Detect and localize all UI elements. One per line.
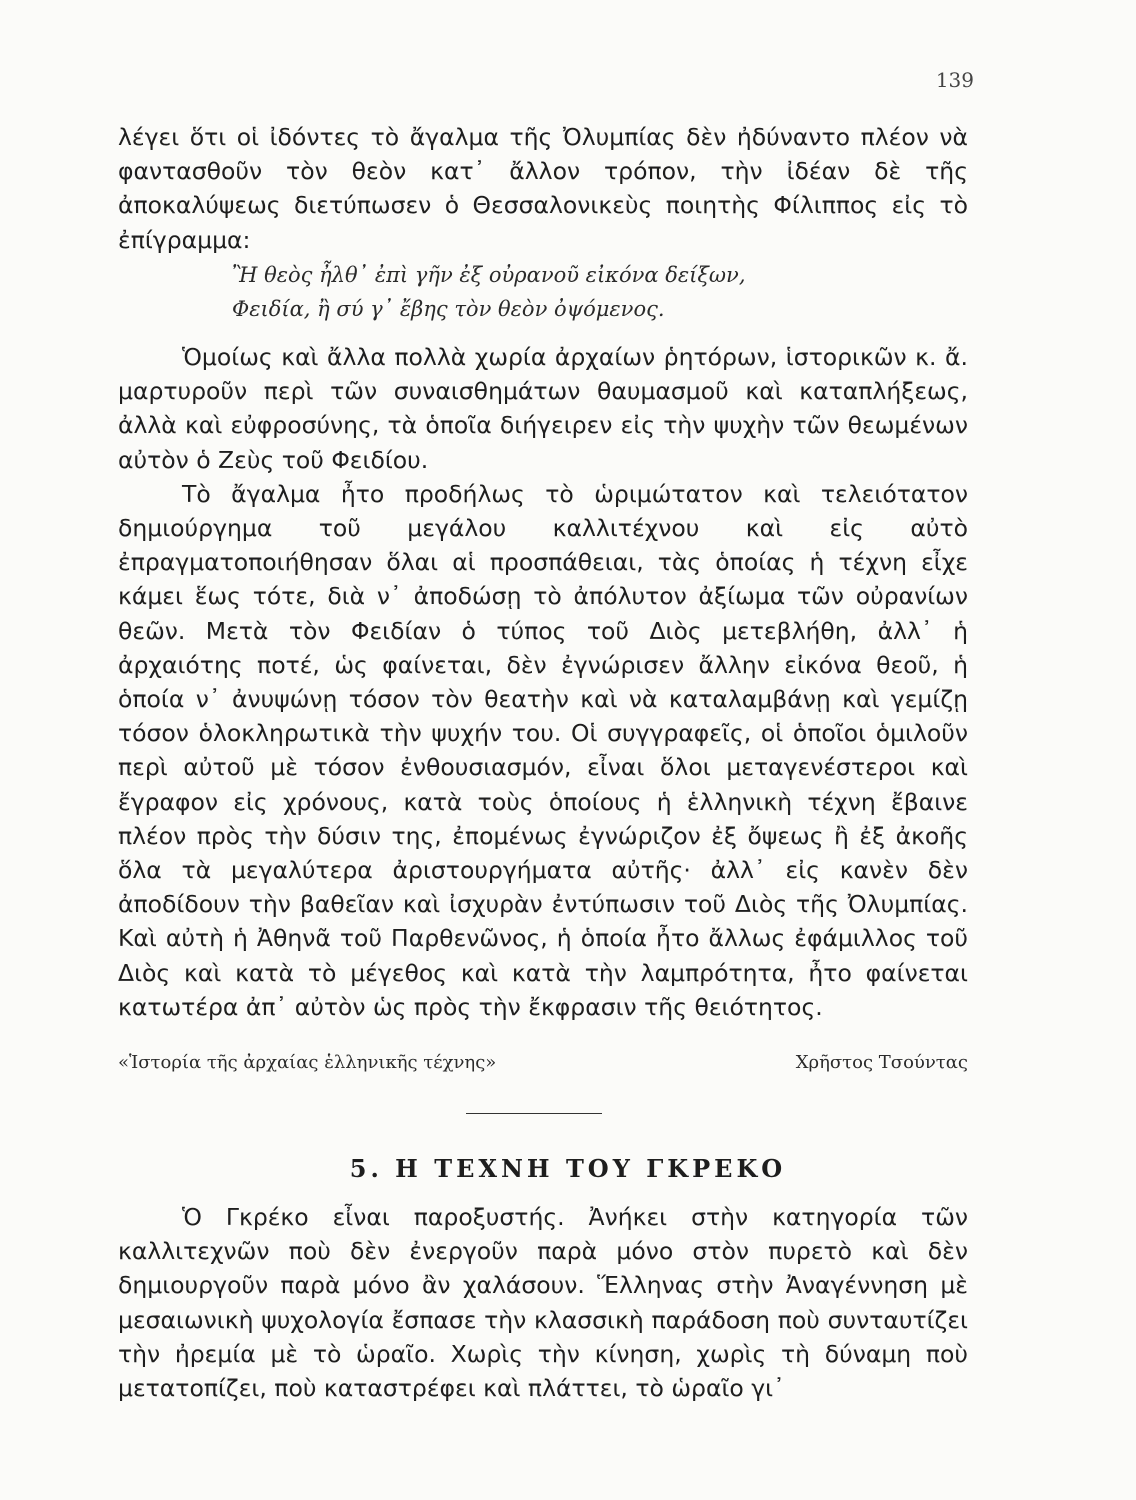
paragraph-statue: Τὸ ἄγαλμα ἦτο προδήλως τὸ ὡριμώτατον καὶ τελειότατον δημιούργημα τοῦ μεγάλου καλλιτέχνου καὶ εἰς αὐτὸ ἐπραγματοποιήθησαν ὅλαι αἱ προσπάθειαι, τὰς ὁποίας ἡ τέχνη εἶχε κάμει ἕως τότε, διὰ ν᾽ ἀποδώσῃ τὸ ἀπόλυτον ἀξίωμα τῶν οὐρανίων θεῶν. Μετὰ τὸν Φειδίαν ὁ τύπος τοῦ Διὸς μετεβλήθη, ἀλλ᾽ ἡ ἀρχαιότης ποτέ, ὡς φαίνεται, δὲν ἐγνώρισεν ἄλλην εἰκόνα θεοῦ, ἡ ὁποία ν᾽ ἀνυψώνῃ τόσον τὸν θεατὴν καὶ νὰ καταλαμβάνῃ καὶ γεμίζῃ τόσον ὁλοκληρωτικὰ τὴν ψυχήν του. Οἱ συγγραφεῖς, οἱ ὁποῖοι ὁμιλοῦν περὶ αὐτοῦ μὲ τόσον ἐνθουσιασμόν, εἶναι ὅλοι μεταγενέστεροι καὶ ἔγραφον εἰς χρόνους, κατὰ τοὺς ὁποίους ἡ ἑλληνικὴ τέχνη ἔβαινε πλέον πρὸς τὴν δύσιν της, ἐπομένως ἐγνώριζον ἐξ ὄψεως ἢ ἐξ ἀκοῆς ὅλα τὰ μεγαλύτερα ἀριστουργήματα αὐτῆς· ἀλλ᾽ εἰς κανὲν δὲν ἀποδίδουν τὴν βαθεῖαν καὶ ἰσχυρὰν ἐντύπωσιν τοῦ Διὸς τῆς Ὀλυμπίας. Καὶ αὐτὴ ἡ Ἀθηνᾶ τοῦ Παρθενῶνος, ἡ ὁποία ἦτο ἄλλως ἐφάμιλλος τοῦ Διὸς καὶ κατὰ τὸ μέγεθος καὶ κατὰ τὴν λαμπρότητα, ἦτο φαίνεται κατωτέρα ἀπ᾽ αὐτὸν ὡς πρὸς τὴν ἔκφρασιν τῆς θειότητος.: [118, 479, 968, 1021]
epigram-line-1: Ἢ θεὸς ἦλθ᾽ ἐπὶ γῆν ἐξ οὐρανοῦ εἰκόνα δείξων,: [232, 263, 746, 287]
source-author: Χρῆστος Τσούντας: [795, 1052, 968, 1073]
chapter-paragraph-1: Ὁ Γκρέκο εἶναι παροξυστής. Ἀνήκει στὴν κατηγορία τῶν καλλιτεχνῶν ποὺ δὲν ἐνεργοῦν παρὰ μόνο στὸν πυρετὸ καὶ δὲν δημιουργοῦν παρὰ μόνο ἂν χαλάσουν. Ἕλληνας στὴν Ἀναγέννηση μὲ μεσαιωνικὴ ψυχολογία ἔσπασε τὴν κλασσικὴ παράδοση ποὺ συνταυτίζει τὴν ἠρεμία μὲ τὸ ὡραῖο. Χωρὶς τὴν κίνηση, χωρὶς τὴ δύναμη ποὺ μετατοπίζει, ποὺ καταστρέφει καὶ πλάττει, τὸ ὡραῖο γι᾽: [118, 1203, 968, 1403]
paragraph-intro: [118, 120, 968, 257]
chapter-title: 5. Η ΤΕΧΝΗ ΤΟΥ ΓΚΡΕΚΟ: [349, 1154, 787, 1183]
epigram: [232, 258, 746, 326]
source-title: «Ἱστορία τῆς ἀρχαίας ἑλληνικῆς τέχνης»: [118, 1052, 497, 1073]
page-number: 139: [935, 68, 974, 92]
epigram-line-2: Φειδία, ἢ σύ γ᾽ ἔβης τὸν θεὸν ὀψόμενος.: [232, 297, 665, 321]
paragraph-testimonies: Ὁμοίως καὶ ἄλλα πολλὰ χωρία ἀρχαίων ῥητόρων, ἱστορικῶν κ. ἄ. μαρτυροῦν περὶ τῶν συναισθημάτων θαυμασμοῦ καὶ καταπλήξεως, ἀλλὰ καὶ εὐφροσύνης, τὰ ὁποῖα διήγειρεν εἰς τὴν ψυχὴν τῶν θεωμένων αὐτὸν ὁ Ζεὺς τοῦ Φειδίου.: [118, 343, 968, 474]
paragraph-intro-text: λέγει ὅτι οἱ ἰδόντες τὸ ἄγαλμα τῆς Ὀλυμπίας δὲν ἠδύναντο πλέον νὰ φαντασθοῦν τὸν θεὸν κατ᾽ ἄλλον τρόπον, τὴν ἰδέαν δὲ τῆς ἀποκαλύψεως διετύπωσεν ὁ Θεσσαλονικεὺς ποιητὴς Φίλιππος εἰς τὸ ἐπίγραμμα:: [118, 123, 968, 254]
section-divider: [466, 1113, 602, 1114]
chapter-body: [118, 1200, 968, 1405]
paragraphs-body: [118, 340, 968, 1024]
